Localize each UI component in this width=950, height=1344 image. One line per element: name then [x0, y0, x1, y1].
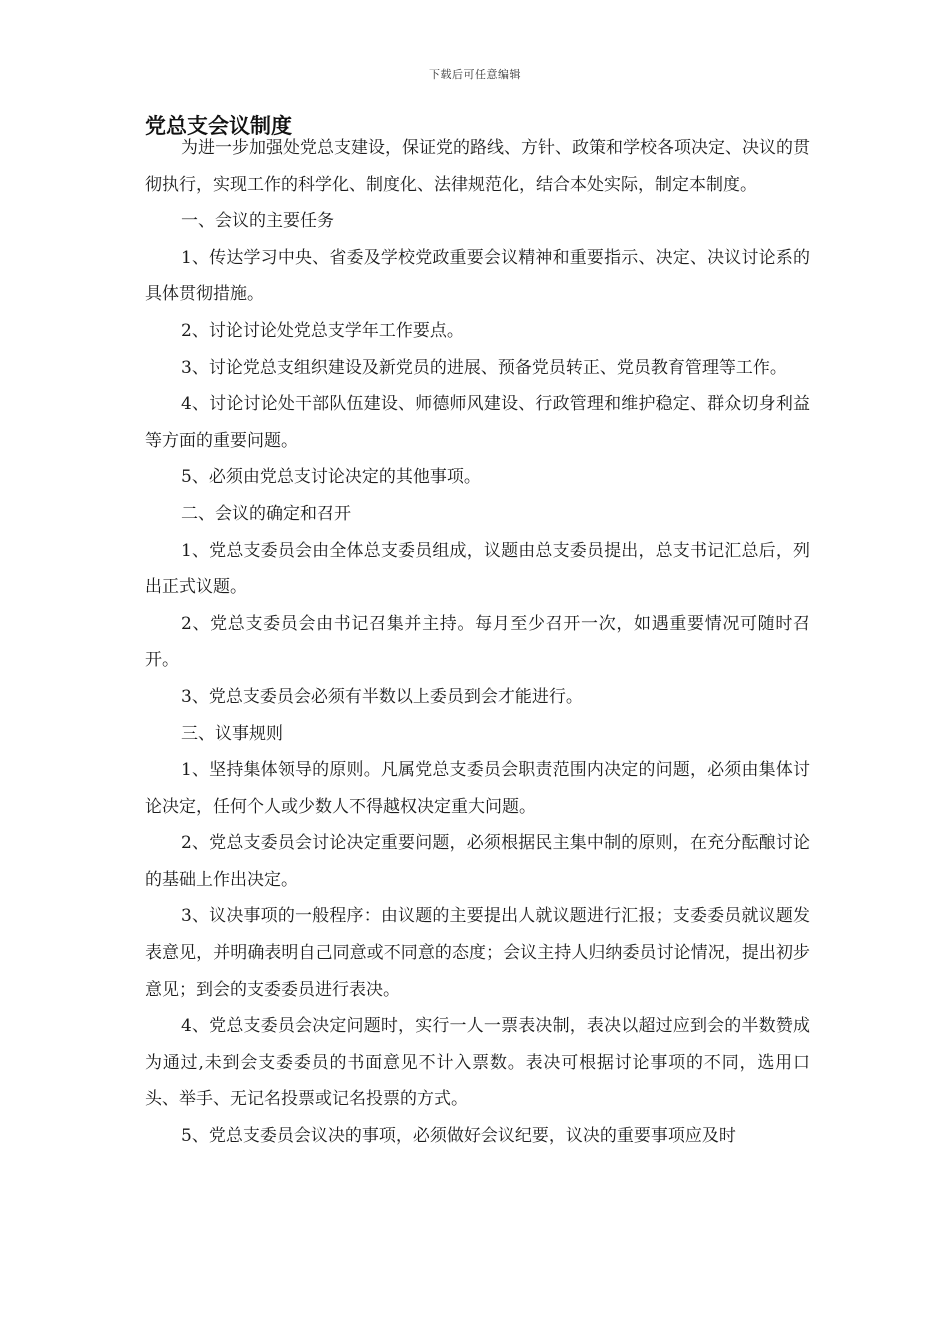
- intro-paragraph: 为进一步加强处党总支建设，保证党的路线、方针、政策和学校各项决定、决议的贯彻执行，实现工作的科学化、制度化、法律规范化，结合本处实际，制定本制度。: [145, 138, 810, 195]
- paragraph: 5、党总支委员会议决的事项，必须做好会议纪要，议决的重要事项应及时: [181, 1126, 736, 1147]
- paragraph: 4、讨论讨论处干部队伍建设、师德师风建设、行政管理和维护稳定、群众切身利益等方面的重要问题。: [145, 394, 810, 451]
- paragraph: 5、必须由党总支讨论决定的其他事项。: [181, 467, 481, 488]
- header-note: 下载后可任意编辑: [429, 68, 521, 81]
- paragraph: 1、坚持集体领导的原则。凡属党总支委员会职责范围内决定的问题，必须由集体讨论决定，任何个人或少数人不得越权决定重大问题。: [145, 760, 810, 817]
- paragraph: 2、党总支委员会由书记召集并主持。每月至少召开一次，如遇重要情况可随时召开。: [145, 613, 810, 671]
- document-title: 党总支会议制度: [145, 113, 292, 138]
- paragraph: 3、党总支委员会必须有半数以上委员到会才能进行。: [181, 686, 583, 707]
- document-body: [145, 130, 810, 1155]
- section-heading-1: 一、会议的主要任务: [181, 211, 334, 232]
- paragraph: 2、党总支委员会讨论决定重要问题，必须根据民主集中制的原则，在充分酝酿讨论的基础上作出决定。: [145, 833, 810, 890]
- paragraph: 1、党总支委员会由全体总支委员组成，议题由总支委员提出，总支书记汇总后，列出正式议题。: [145, 540, 810, 598]
- section-heading-2: 二、会议的确定和召开: [181, 503, 351, 524]
- paragraph: 3、讨论党总支组织建设及新党员的进展、预备党员转正、党员教育管理等工作。: [181, 357, 787, 378]
- paragraph: 3、议决事项的一般程序：由议题的主要提出人就议题进行汇报；支委委员就议题发表意见，并明确表明自己同意或不同意的态度；会议主持人归纳委员讨论情况，提出初步意见；到会的支委委员进行表决。: [145, 906, 810, 1000]
- paragraph: 2、讨论讨论处党总支学年工作要点。: [181, 320, 464, 341]
- section-heading-3: 三、议事规则: [181, 723, 283, 744]
- paragraph: 4、党总支委员会决定问题时，实行一人一票表决制，表决以超过应到会的半数赞成为通过,未到会支委委员的书面意见不计入票数。表决可根据讨论事项的不同，选用口头、举手、无记名投票或记名投票的方式。: [145, 1016, 810, 1110]
- paragraph: 1、传达学习中央、省委及学校党政重要会议精神和重要指示、决定、决议讨论系的具体贯彻措施。: [145, 247, 810, 305]
